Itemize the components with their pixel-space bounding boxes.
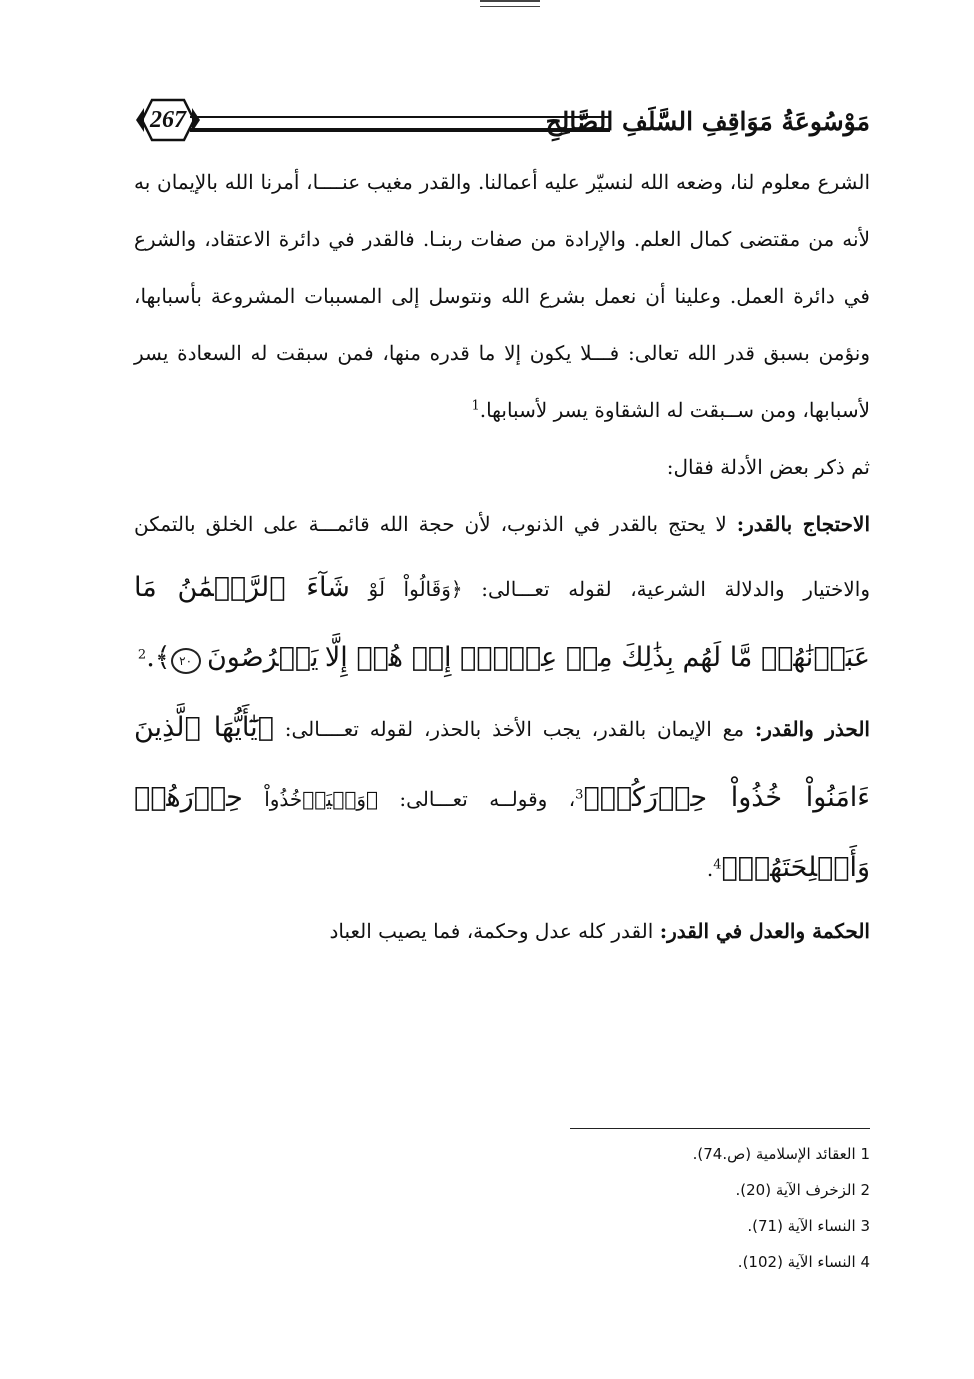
footnote-number: 1	[860, 1145, 870, 1163]
top-edge-mark	[480, 0, 540, 7]
footnote-number: 2	[860, 1181, 870, 1199]
footnote-item	[500, 1172, 870, 1208]
text-line: .	[706, 857, 714, 881]
main-text	[134, 154, 870, 960]
quran-verse: ﴿يَٰٓأَيُّهَا ٱلَّذِينَ ءَامَنُواْ خُذُواْ حِذۡرَكُمۡ﴾	[134, 712, 870, 813]
text-line: ثم ذكر بعض الأدلة فقال:	[666, 455, 870, 479]
text-line: القدر كله عدل وحكمة، فما يصيب العباد	[329, 919, 660, 943]
paragraph-5	[134, 903, 870, 960]
footnote-ref: 3	[575, 787, 584, 803]
footnote-ref: 2	[137, 647, 147, 663]
footnote-text: العقائد الإسلامية (ص.74).	[692, 1145, 856, 1163]
quran-bracket: ﴾.	[146, 642, 171, 673]
footnote-item	[500, 1136, 870, 1172]
series-title: مَوْسُوعَةُ مَوَاقِفِ السَّلَفِ الصَّالِحِ	[545, 107, 870, 136]
text-line: لا يحتج بالقدر في الذنوب، لأن حجة الله قائمـــة	[308, 512, 737, 536]
page-header	[130, 84, 870, 160]
section-heading: الحكمة والعدل في القدر:	[659, 919, 870, 943]
text-line: له الشقاوة يسر لأسبابها.	[479, 398, 684, 422]
text-line: ، وقولــه تعـــالى: ﴿وَلۡيَأۡخُذُواْ	[264, 787, 576, 811]
page-number: 267	[150, 106, 186, 133]
text-line: يكون إلا ما قدره منها، فمن سبقت له السعادة يسر لأسبابها، ومن ســبقت	[134, 341, 870, 422]
paragraph-1	[134, 154, 870, 439]
text-line: فالقدر في دائرة الاعتقاد، والشرع في دائرة العمل. وعلينا أن نعمل بشرع الله	[134, 227, 870, 308]
text-line: أمرنا الله بالإيمان به لأنه من مقتضى كمال العلم. والإرادة من صفات ربنـا.	[134, 170, 870, 251]
footnote-ref: 4	[713, 857, 722, 873]
quran-verse: يَخۡرُصُونَ	[206, 642, 319, 673]
paragraph-3	[134, 496, 870, 693]
quran-verse: شَآءَ ٱلرَّحۡمَٰنُ مَا عَبَدۡنَٰهُمۗ مَّا لَهُم بِذَٰلِكَ مِنۡ عِلۡمٍۖ إِنۡ هُمۡ إِلَّا	[134, 572, 870, 673]
footnote-item	[500, 1244, 870, 1280]
section-heading: الاحتجاج بالقدر:	[736, 512, 871, 536]
footnote-number: 3	[860, 1217, 870, 1235]
paragraph-4	[134, 693, 870, 903]
footnote-text: الزخرف الآية (20).	[735, 1181, 856, 1199]
text-line: ونتوسل إلى المسببات المشروعة بأسبابها، ونؤمن بسبق قدر الله تعالى: فـــلا	[134, 284, 871, 365]
footnote-text: النساء الآية (71).	[747, 1217, 856, 1235]
footnote-text: النساء الآية (102).	[737, 1253, 856, 1271]
section-heading: الحذر والقدر:	[754, 717, 870, 741]
verse-number-marker: ٢٠	[171, 648, 201, 674]
footnote-number: 4	[860, 1253, 870, 1271]
quran-verse: حِذۡرَهُمۡ وَأَسۡلِحَتَهُمۡ﴾	[134, 782, 870, 883]
text-line: على الخلق بالتمكن والاختيار والدلالة الشرعية، لقوله تعـــالى: ﴿وَقَالُواْ لَوْ	[134, 512, 871, 601]
footnotes	[500, 1136, 870, 1280]
footnote-item	[500, 1208, 870, 1244]
paragraph-2	[134, 439, 870, 496]
footnote-ref: 1	[471, 398, 480, 414]
text-line: الشرع معلوم لنا، وضعه الله لنسيّر عليه أعمالنا. والقدر مغيب عنــــا،	[306, 170, 871, 194]
footnote-separator	[570, 1128, 870, 1129]
text-line: مع الإيمان بالقدر، يجب الأخذ بالحذر، لقوله تعــــالى:	[284, 717, 755, 741]
